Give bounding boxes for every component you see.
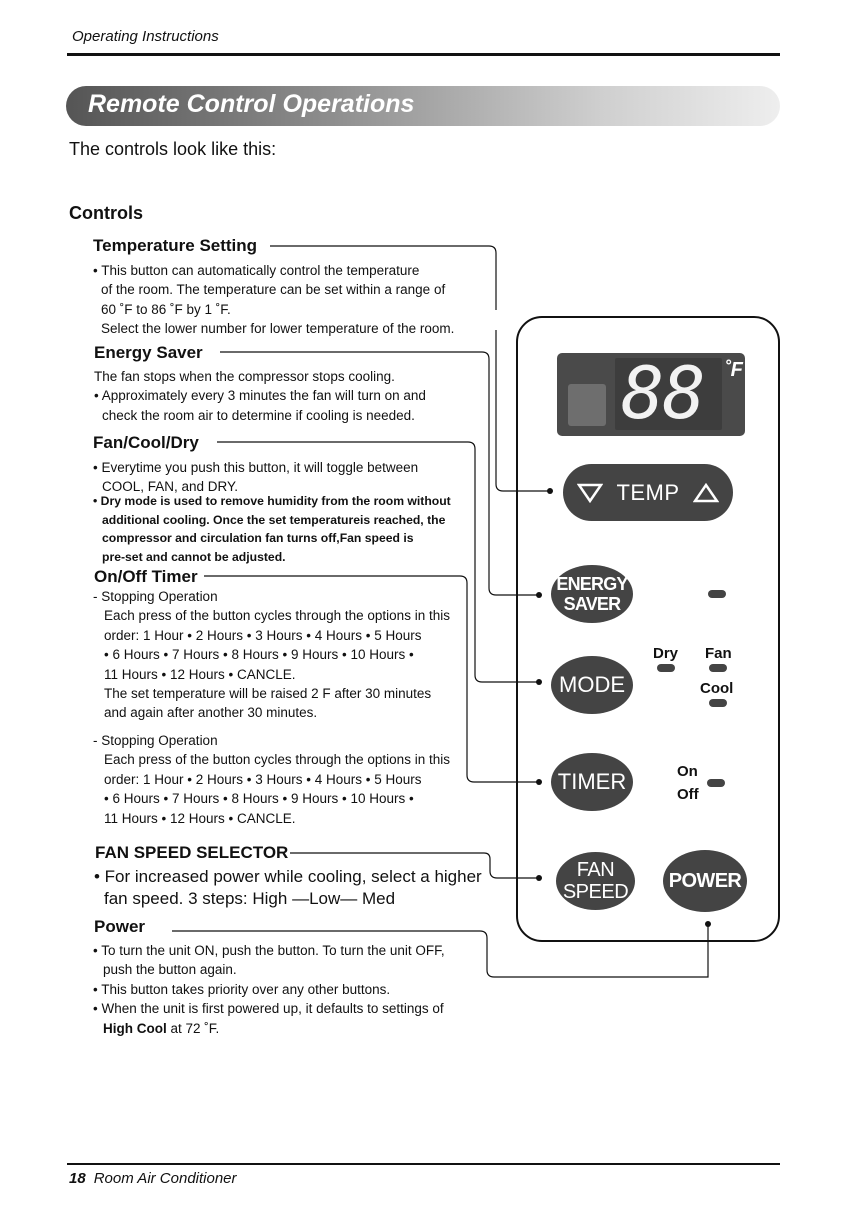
fan-speed-selector-title: FAN SPEED SELECTOR [95,843,289,862]
off-indicator-label: Off [677,786,699,803]
power-title: Power [94,917,146,936]
dry-mode-note: • Dry mode is used to remove humidity from the room without additional cooling. Once the set temperatureis reached, the compressor and circulation fan turns off,Fan speed is pre-set and cannot be adjusted. [93,494,451,564]
mode-callout-dot [536,679,542,685]
fan-cool-dry-text: • Everytime you push this button, it will toggle between COOL, FAN, and DRY. [93,460,419,495]
power-button[interactable]: POWER [663,850,747,912]
temp-callout-dot [547,488,553,494]
power-text: • To turn the unit ON, push the button. To turn the unit OFF, push the button again. • This button takes priority over any other buttons. • When the unit is first powered up, it defaults to settings of High Cool at 72 ˚F. [93,943,445,1036]
energy-saver-text: The fan stops when the compressor stops cooling. • Approximately every 3 minutes the fan will turn on and check the room air to determine if cooling is needed. [94,369,426,423]
energy-callout-dot [536,592,542,598]
dry-indicator-label: Dry [653,645,679,662]
power-callout-dot [705,921,711,927]
temperature-setting-text: • This button can automatically control the temperature of the room. The temperature can be set within a range of 60 ˚F to 86 ˚F by 1 ˚F. Select the lower number for lower temperature of the room. [93,263,455,337]
page-footer [69,1170,237,1187]
footer-rule [67,1163,780,1165]
fan-speed-label-2: SPEED [562,881,629,903]
energy-saver-label-1: ENERGY [556,574,628,594]
controls-heading: Controls [69,203,143,223]
display-digits: 88 [621,351,704,435]
energy-saver-title: Energy Saver [94,343,203,362]
energy-saver-label-2: SAVER [563,594,621,614]
cool-indicator-label: Cool [700,680,734,697]
temp-button-label: TEMP [616,479,680,505]
timer-text-2: - Stopping Operation Each press of the button cycles through the options in this order: 1 Hour • 2 Hours • 3 Hours • 4 Hours • 5 Hours • 6 Hours • 7 Hours • 8 Hours • 9 Hours • 10 Hours • 11 Hours • 12 Hours • CANCLE. [93,733,450,826]
timer-callout-dot [536,779,542,785]
display-unit: ˚F [724,359,743,381]
mode-button[interactable]: MODE [551,656,633,714]
fan-indicator-label: Fan [705,645,732,662]
timer-text-1: - Stopping Operation Each press of the button cycles through the options in this order: 1 Hour • 2 Hours • 3 Hours • 4 Hours • 5 Hours • 6 Hours • 7 Hours • 8 Hours • 9 Hours • 10 Hours • 11 Hours • 12 Hours • CANCLE. The set temperature will be raised 2 F after 30 minutes and again after another 30 minutes. [93,589,450,721]
on-indicator-label: On [677,763,698,780]
power-default-temp: at 72 ˚F. [166,1020,220,1036]
footer-title: Room Air Conditioner [93,1170,237,1187]
page-number: 18 [69,1170,86,1187]
fan-speed-label-1: FAN [576,859,615,881]
fan-callout-dot [536,875,542,881]
running-header: Operating Instructions [72,28,219,45]
fan-cool-dry-title: Fan/Cool/Dry [93,433,199,452]
intro-text: The controls look like this: [69,139,277,159]
power-default-mode: High Cool [103,1020,167,1036]
temperature-setting-title: Temperature Setting [93,236,258,255]
timer-button[interactable]: TIMER [551,753,633,811]
timer-title: On/Off Timer [94,567,198,586]
fan-speed-selector-text: • For increased power while cooling, select a higher fan speed. 3 steps: High —Low— Med [94,867,482,908]
section-banner-title: Remote Control Operations [88,90,415,118]
